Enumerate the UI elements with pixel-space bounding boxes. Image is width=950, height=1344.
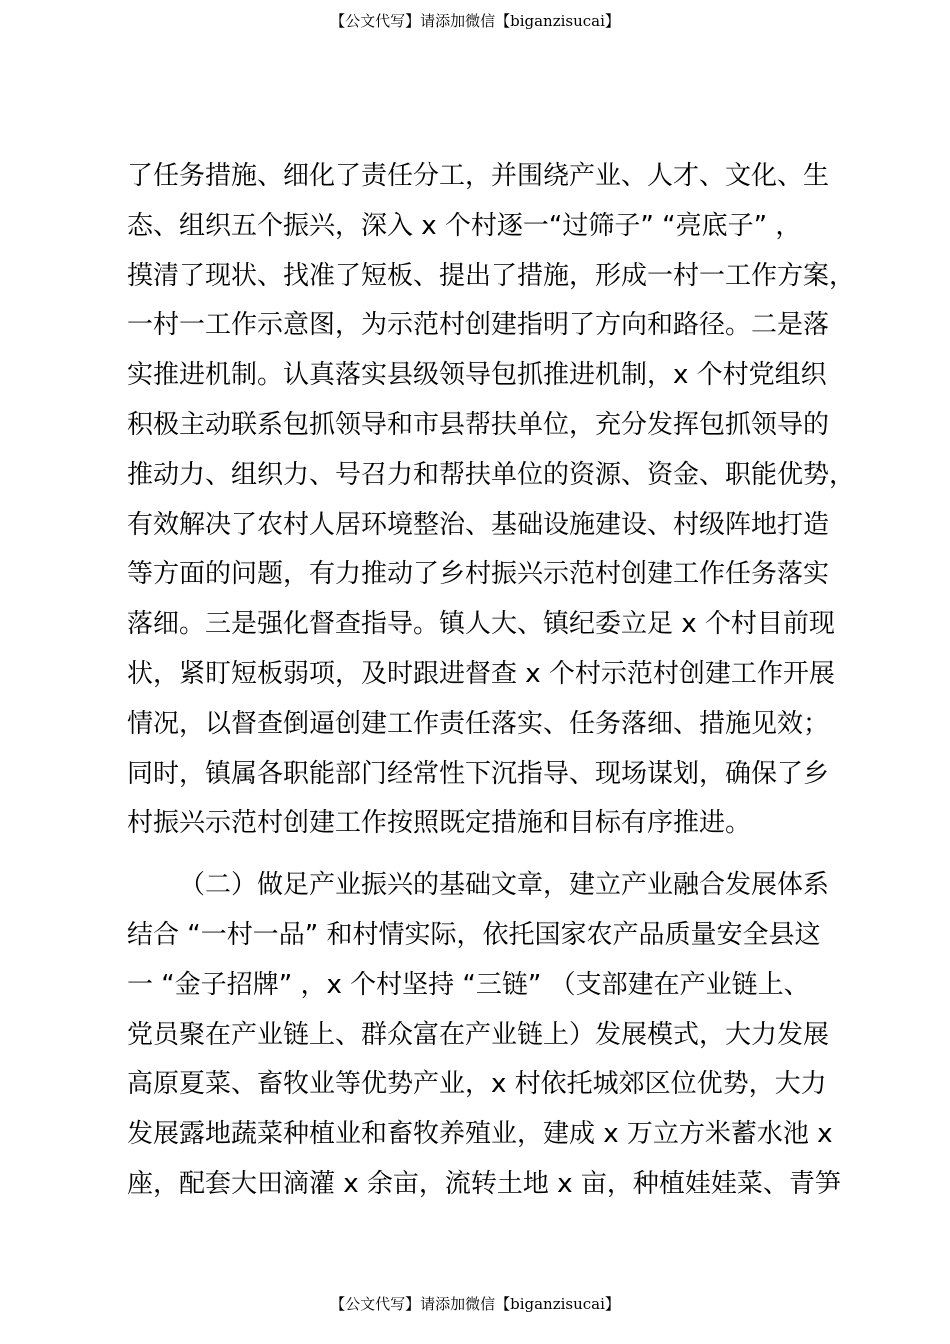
text-line: 党员聚在产业链上、群众富在产业链上）发展模式，大力发展 [127,1019,830,1050]
text-line: 发展露地蔬菜种植业和畜牧养殖业，建成 x 万立方米蓄水池 x [127,1119,833,1150]
paragraph-gap [127,849,827,861]
text-line: 等方面的问题，有力推动了乡村振兴示范村创建工作任务落实 [127,559,830,590]
text-line: 同时，镇属各职能部门经常性下沉指导、现场谋划，确保了乡 [127,758,830,789]
text-line: 座，配套大田滴灌 x 余亩，流转土地 x 亩，种植娃娃菜、青笋 [127,1168,841,1199]
page-header-watermark: 【公文代写】请添加微信【biganzisucai】 [330,12,620,30]
text-line: 高原夏菜、畜牧业等优势产业，x 村依托城郊区位优势，大力 [127,1069,827,1100]
text-line: 村振兴示范村创建工作按照既定措施和目标有序推进。 [127,808,752,839]
text-line: 推动力、组织力、号召力和帮扶单位的资源、资金、职能优势， [127,459,856,490]
text-line: 结合 “一村一品” 和村情实际，依托国家农产品质量安全县这 [127,919,821,950]
text-line: 有效解决了农村人居环境整治、基础设施建设、村级阵地打造 [127,509,830,540]
paragraph-1 [127,152,856,849]
text-line: 态、组织五个振兴，深入 x 个村逐一“过筛子” “亮底子” ， [127,210,802,241]
text-line: 情况，以督查倒逼创建工作责任落实、任务落细、措施见效； [127,708,830,739]
text-line: 状，紧盯短板弱项，及时跟进督查 x 个村示范村创建工作开展 [127,658,835,689]
paragraph-2 [127,861,841,1210]
text-line: 一 “金子招牌” ，x 个村坚持 “三链” （支部建在产业链上、 [127,969,810,1000]
page-footer-watermark: 【公文代写】请添加微信【biganzisucai】 [330,1295,620,1313]
document-body [127,152,856,1210]
text-line: 了任务措施、细化了责任分工，并围绕产业、人才、文化、生 [127,161,830,191]
text-line: 摸清了现状、找准了短板、提出了措施，形成一村一工作方案， [127,260,856,291]
text-line: 落细。三是强化督查指导。镇人大、镇纪委立足 x 个村目前现 [127,609,835,640]
text-line: 积极主动联系包抓领导和市县帮扶单位，充分发挥包抓领导的 [127,409,830,440]
section-heading: （二）做足产业振兴的基础文章，建立产业融合发展体系 [179,870,830,901]
text-line: 实推进机制。认真落实县级领导包抓推进机制，x 个村党组织 [127,360,827,391]
text-line: 一村一工作示意图，为示范村创建指明了方向和路径。二是落 [127,310,830,341]
